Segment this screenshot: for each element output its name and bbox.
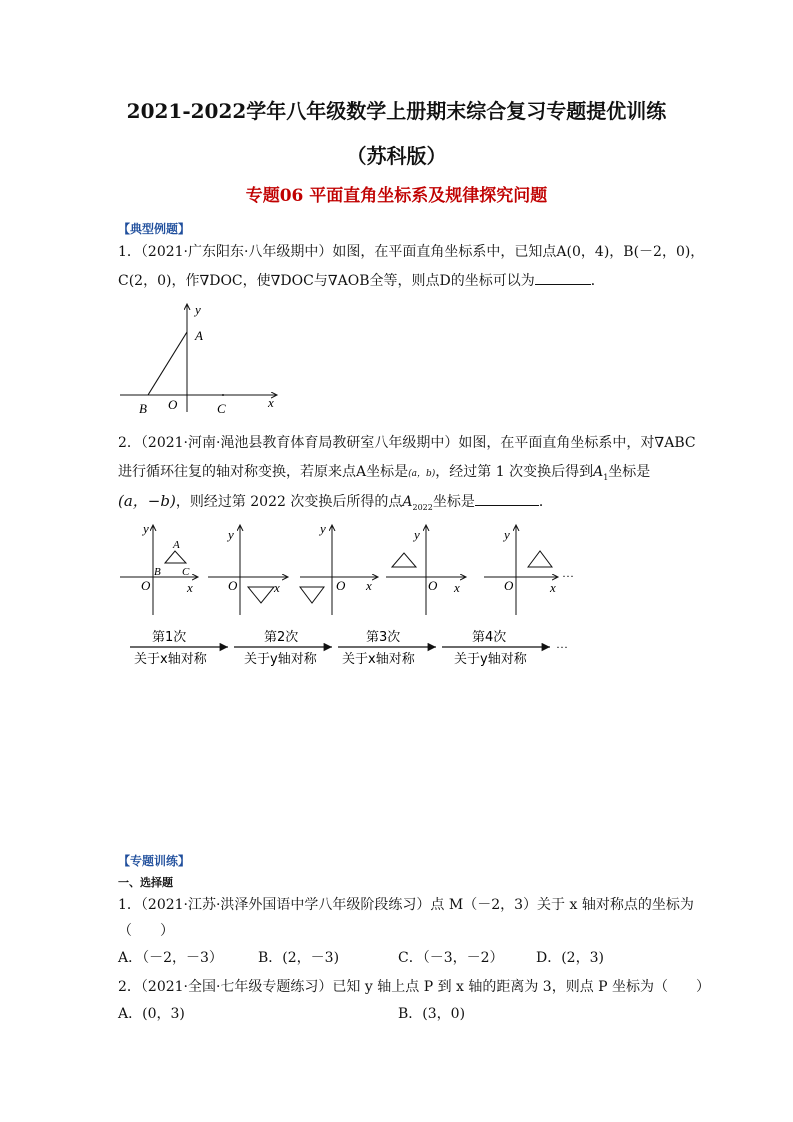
training-q1-option-c: C．（－3，－2） [398,950,504,966]
step-arrows [130,629,568,667]
p4-x-label: x [454,580,460,595]
point-a2022-subscript: 2022 [412,502,433,512]
example-q2-line3 [118,490,553,512]
panel-step4 [484,525,574,615]
fig1-c-label: C [217,401,226,416]
p1-b-label: B [154,566,161,578]
example-q1-line2 [118,270,605,290]
step2-top: 第2次 [264,630,299,645]
example-q2-line2 [118,461,650,482]
topic-title: 专题06 平面直角坐标系及规律探究问题 [245,186,548,206]
step3-bottom: 关于x轴对称 [342,652,415,667]
segment-ab [148,332,187,395]
training-q1-option-b: B．(2，－3) [258,950,340,966]
step1-bottom: 关于x轴对称 [134,652,207,667]
example-q2-line2-text: 进行循环往复的轴对称变换，若原来点A坐标是 [118,464,409,480]
training-q1-line1: 1．（2021·江苏·洪泽外国语中学八年级阶段练习）点 M（－2，3）关于 x 轴对称点的坐标为 [118,897,694,913]
section-label-training: 【专题训练】 [118,854,191,868]
fig1-x-label: x [268,395,274,410]
fig1-a-label: A [195,328,203,343]
fig1-o-label: O [168,397,178,412]
training-q1-line2: （ ） [118,923,174,939]
example-q2-figure [110,515,590,675]
p3-x-label: x [366,578,372,593]
step1-top: 第1次 [152,630,187,645]
step4-bottom: 关于y轴对称 [454,652,527,667]
point-a1: A [593,464,604,480]
example-q1-figure [115,298,285,420]
step4-top: 第4次 [472,630,507,645]
training-q2-line1: 2．（2021·全国·七年级专题练习）已知 y 轴上点 P 到 x 轴的距离为 3，则点 P 坐标为（ ） [118,979,711,995]
part-label-choice: 一、选择题 [118,876,173,889]
example-q2-line3-end: ． [538,494,553,510]
panel-original [120,521,198,615]
training-q2-option-b: B．(3，0) [398,1006,466,1022]
answer-blank [535,272,591,285]
point-c [222,394,224,396]
example-q1-line2-text: C(2，0)，作∇DOC，使∇DOC与∇AOB全等，则点D的坐标可以为 [118,273,535,289]
point-a2022: A [402,494,413,510]
p5-o-label: O [504,578,514,593]
coord-a-neg-b: (a，−b) [118,492,176,510]
p5-y-label: y [504,527,510,542]
answer-blank [475,493,539,506]
document-title: 2021-2022学年八年级数学上册期末综合复习专题提优训练 [126,99,667,123]
training-q1-option-d: D．(2，3) [536,950,604,966]
p2-y-label: y [228,527,234,542]
example-q2-line2-end: 坐标是 [608,464,651,480]
panel-step1 [208,525,288,615]
p2-o-label: O [228,578,238,593]
example-q2-line3-text: ，则经过第 2022 次变换后所得的点 [175,494,403,510]
training-q1-option-a: A．（－2，－3） [118,950,223,966]
p4-y-label: y [414,527,420,542]
step2-bottom: 关于y轴对称 [244,652,317,667]
p1-o-label: O [141,578,151,593]
point-a1-subscript: 1 [603,472,609,482]
fig1-y-label: y [195,302,201,317]
p1-x-label: x [187,580,193,595]
panels-ellipsis: ··· [562,569,574,583]
coord-ab: (a，b) [408,469,436,479]
example-q2-line3-mid: 坐标是 [432,494,475,510]
p1-a-label: A [173,539,180,551]
p5-x-label: x [550,580,556,595]
section-label-examples: 【典型例题】 [118,222,191,236]
panel-step3 [386,525,466,615]
document-edition: （苏科版） [346,144,447,168]
panel-step2 [300,521,378,615]
fig1-b-label: B [139,401,147,416]
example-q1-line2-end: ． [590,273,605,289]
example-q2-line1: 2．（2021·河南·渑池县教育体育局教研室八年级期中）如图，在平面直角坐标系中，对∇ABC [118,435,696,451]
steps-ellipsis: ··· [556,640,568,654]
example-q2-line2-mid: ，经过第 1 次变换后得到 [435,464,594,480]
p3-o-label: O [336,578,346,593]
p1-y-label: y [143,521,149,536]
example-q1-line1: 1．（2021·广东阳东·八年级期中）如图，在平面直角坐标系中，已知点A(0，4)，B(－2，0)， [118,244,705,260]
p4-o-label: O [428,578,438,593]
p2-x-label: x [274,580,280,595]
p3-y-label: y [320,521,326,536]
step3-top: 第3次 [366,630,401,645]
training-q2-option-a: A．(0，3) [118,1006,185,1022]
p1-c-label: C [182,566,190,578]
